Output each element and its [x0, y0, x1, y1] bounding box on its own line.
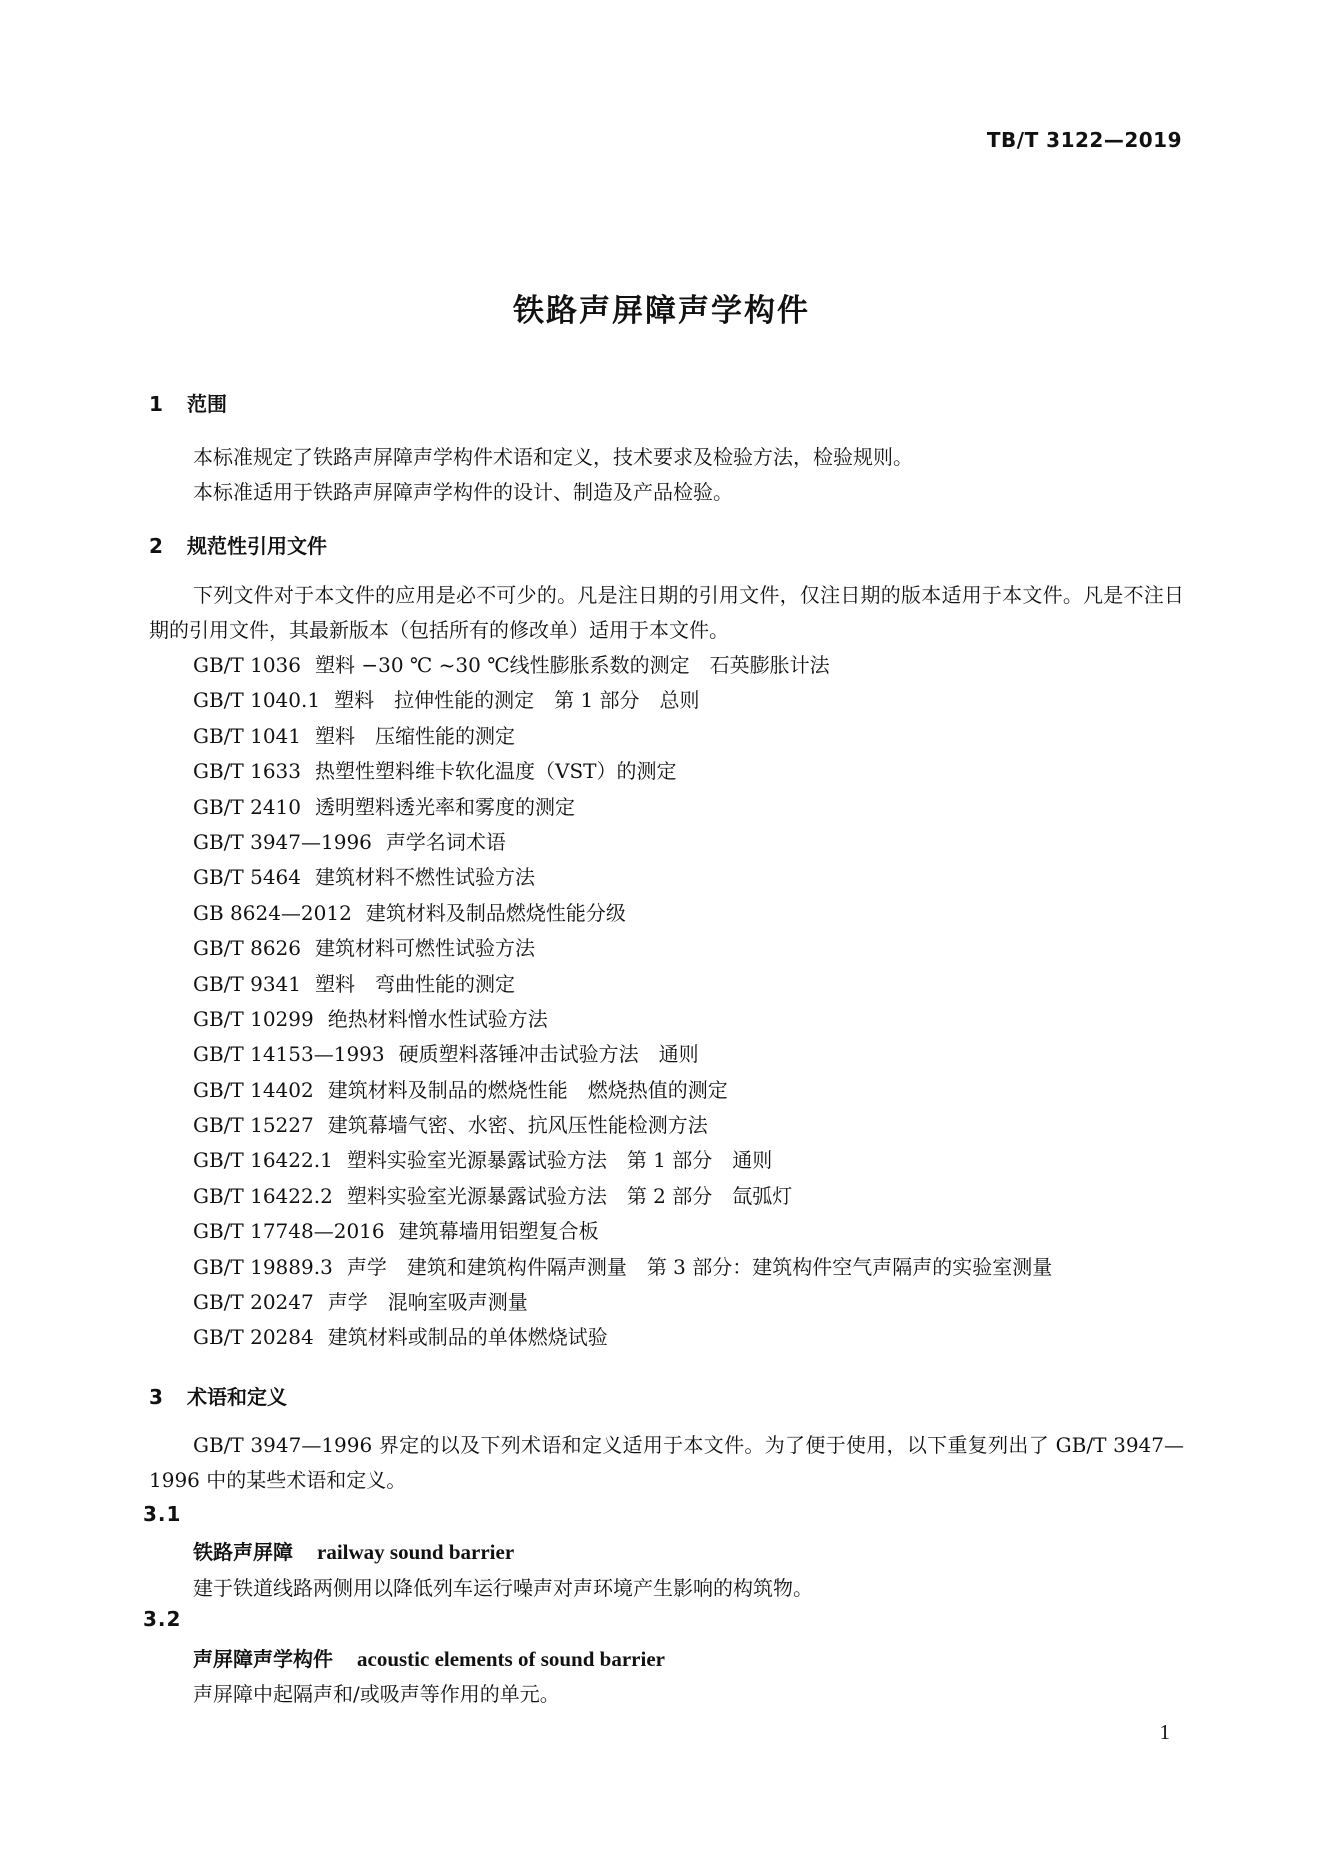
section-title: 规范性引用文件: [187, 534, 327, 558]
reference-title: 声学名词术语: [385, 829, 506, 854]
reference-code: GB/T 19889.3: [193, 1254, 333, 1279]
reference-code: GB/T 1633: [193, 759, 302, 784]
term-number: 3.1: [143, 1502, 182, 1526]
reference-title: 建筑材料不燃性试验方法: [315, 865, 536, 890]
reference-title: 硬质塑料落锤冲击试验方法 通则: [398, 1042, 699, 1067]
reference-item: [193, 860, 1052, 895]
reference-item: [193, 931, 1052, 966]
reference-code: GB/T 16422.1: [193, 1148, 333, 1173]
reference-item: [193, 1179, 1052, 1214]
reference-code: GB/T 1041: [193, 723, 302, 748]
reference-item: [193, 896, 1052, 931]
reference-list: [193, 648, 1052, 1356]
reference-title: 绝热材料憎水性试验方法: [327, 1006, 548, 1031]
section-number: 1: [149, 392, 163, 416]
reference-item: [193, 1002, 1052, 1037]
reference-code: GB/T 14153—1993: [193, 1042, 385, 1067]
reference-title: 建筑材料可燃性试验方法: [315, 936, 536, 961]
document-title: 铁路声屏障声学构件: [513, 293, 810, 329]
term-number: 3.2: [143, 1607, 182, 1631]
reference-code: GB 8624—2012: [193, 900, 352, 925]
reference-title: 塑料实验室光源暴露试验方法 第 2 部分 氙弧灯: [346, 1183, 793, 1208]
reference-item: [193, 683, 1052, 718]
reference-item: [193, 1073, 1052, 1108]
reference-title: 建筑材料或制品的单体燃烧试验: [327, 1325, 608, 1350]
reference-code: GB/T 5464: [193, 865, 302, 890]
reference-code: GB/T 20284: [193, 1325, 314, 1350]
reference-code: GB/T 1036: [193, 653, 302, 677]
term-english: railway sound barrier: [317, 1540, 515, 1564]
reference-code: GB/T 14402: [193, 1077, 314, 1102]
reference-item: [193, 1108, 1052, 1143]
reference-code: GB/T 17748—2016: [193, 1219, 385, 1244]
reference-title: 建筑幕墙用铝塑复合板: [398, 1219, 599, 1244]
reference-item: [193, 648, 1052, 683]
reference-item: [193, 1214, 1052, 1249]
term-heading: [193, 1643, 665, 1672]
reference-title: 塑料实验室光源暴露试验方法 第 1 部分 通则: [346, 1148, 773, 1173]
reference-title: 声学 建筑和建筑构件隔声测量 第 3 部分：建筑构件空气声隔声的实验室测量: [346, 1254, 1053, 1279]
reference-code: GB/T 20247: [193, 1290, 314, 1315]
section-number: 3: [149, 1385, 163, 1409]
reference-item: [193, 1143, 1052, 1178]
reference-item: [193, 754, 1052, 789]
section-3-heading: [149, 1381, 287, 1410]
section-3-intro: GB/T 3947—1996 界定的以及下列术语和定义适用于本文件。为了便于使用，以下重复列出了 GB/T 3947—1996 中的某些术语和定义。: [149, 1433, 1184, 1492]
reference-item: [193, 967, 1052, 1002]
section-2-heading: [149, 530, 327, 559]
reference-item: [193, 1320, 1052, 1355]
reference-title: 塑料 拉伸性能的测定 第 1 部分 总则: [334, 688, 700, 713]
term-heading: [193, 1536, 514, 1565]
reference-title: 建筑材料及制品的燃烧性能 燃烧热值的测定: [327, 1077, 728, 1102]
term-definition: 声屏障中起隔声和/或吸声等作用的单元。: [193, 1682, 560, 1706]
section-number: 2: [149, 534, 163, 558]
term-definition: 建于铁道线路两侧用以降低列车运行噪声对声环境产生影响的构筑物。: [193, 1576, 813, 1600]
reference-item: [193, 719, 1052, 754]
reference-title: 塑料 −30 ℃ ~30 ℃线性膨胀系数的测定 石英膨胀计法: [315, 653, 830, 677]
reference-item: [193, 1285, 1052, 1320]
document-code: TB/T 3122—2019: [986, 128, 1182, 152]
reference-title: 塑料 弯曲性能的测定: [315, 971, 516, 996]
page-number: 1: [1159, 1720, 1170, 1744]
reference-code: GB/T 9341: [193, 971, 302, 996]
section-title: 术语和定义: [187, 1385, 287, 1409]
reference-code: GB/T 3947—1996: [193, 829, 372, 854]
term-english: acoustic elements of sound barrier: [357, 1647, 665, 1671]
reference-item: [193, 1037, 1052, 1072]
paragraph: 本标准适用于铁路声屏障声学构件的设计、制造及产品检验。: [193, 480, 733, 504]
reference-item: [193, 825, 1052, 860]
reference-code: GB/T 16422.2: [193, 1183, 333, 1208]
reference-code: GB/T 2410: [193, 794, 302, 819]
reference-title: 热塑性塑料维卡软化温度（VST）的测定: [315, 759, 677, 784]
reference-code: GB/T 1040.1: [193, 688, 321, 713]
reference-title: 塑料 压缩性能的测定: [315, 723, 516, 748]
reference-item: [193, 1250, 1052, 1285]
reference-code: GB/T 8626: [193, 936, 302, 961]
section-title: 范围: [187, 392, 227, 416]
reference-title: 建筑幕墙气密、水密、抗风压性能检测方法: [327, 1113, 708, 1138]
reference-code: GB/T 10299: [193, 1006, 314, 1031]
section-2-intro: 下列文件对于本文件的应用是必不可少的。凡是注日期的引用文件，仅注日期的版本适用于本文件。凡是不注日期的引用文件，其最新版本（包括所有的修改单）适用于本文件。: [149, 583, 1184, 642]
term-chinese: 声屏障声学构件: [193, 1647, 333, 1671]
reference-title: 透明塑料透光率和雾度的测定: [315, 794, 576, 819]
paragraph: 本标准规定了铁路声屏障声学构件术语和定义，技术要求及检验方法，检验规则。: [193, 445, 913, 469]
reference-title: 声学 混响室吸声测量: [327, 1290, 528, 1315]
section-1-heading: [149, 388, 227, 417]
reference-title: 建筑材料及制品燃烧性能分级: [365, 900, 626, 925]
reference-code: GB/T 15227: [193, 1113, 314, 1138]
reference-item: [193, 790, 1052, 825]
term-chinese: 铁路声屏障: [193, 1540, 293, 1564]
